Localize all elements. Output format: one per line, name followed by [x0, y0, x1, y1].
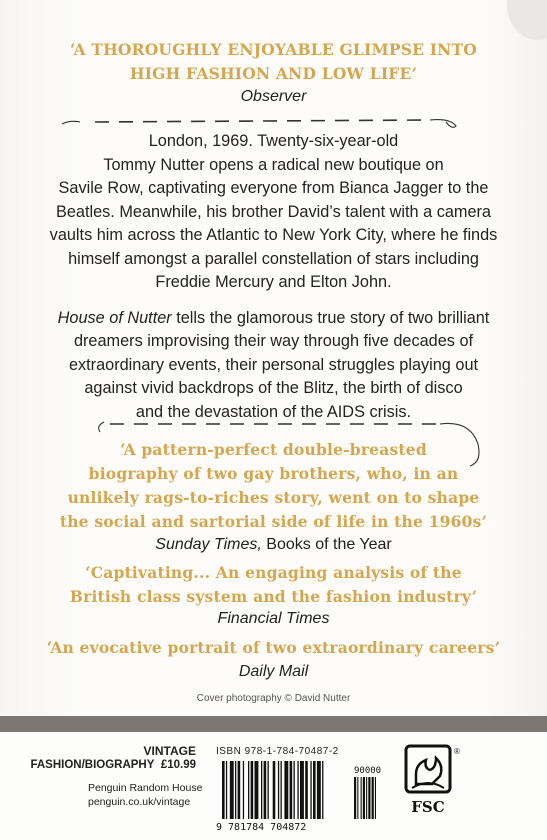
review-quote-2 [0, 561, 547, 609]
top-quote-line1: ‘A THOROUGHLY ENJOYABLE GLIMPSE INTO [70, 40, 477, 59]
imprint: VINTAGE [143, 744, 196, 758]
review-quote-3 [0, 636, 547, 660]
barcode [214, 746, 382, 833]
source-detail: Books of the Year [261, 536, 392, 553]
barcode-panel [0, 732, 547, 840]
blurb-p1-line: Tommy Nutter opens a radical new boutique on [103, 155, 444, 174]
blurb-p1-line: vaults him across the Atlantic to New York City, where he finds [49, 226, 498, 244]
quote-line: the social and sartorial side of life in the 1960s’ [59, 512, 488, 531]
publisher-url: penguin.co.uk/vintage [88, 796, 191, 808]
category-price [0, 759, 196, 771]
blurb-p2-line: dreamers improvising their way through five decades of [73, 332, 474, 350]
blurb-p2-line: and the devastation of the AIDS crisis. [135, 402, 412, 421]
blurb-p2-line: against vivid backdrops of the Blitz, the birth of disco [84, 379, 463, 397]
fsc-registered: ® [454, 747, 460, 756]
divider-band [0, 716, 547, 732]
barcode-addon: 90000 [354, 766, 382, 776]
category: FASHION/BIOGRAPHY [30, 759, 155, 771]
blurb-paragraph-1 [0, 130, 547, 295]
tree-icon [416, 758, 441, 784]
quote-line: ‘Captivating... An engaging analysis of the [85, 563, 462, 582]
top-quote-source: Observer [240, 88, 307, 105]
price: £10.99 [160, 759, 196, 771]
blurb-p1-line: Savile Row, captivating everyone from Bianca Jagger to the [58, 179, 489, 197]
blurb-p1-line: London, 1969. Twenty-six-year-old [148, 132, 399, 150]
blurb-p2-line: extraordinary events, their personal struggles playing out [68, 355, 479, 374]
photo-credit: Cover photography © David Nutter [196, 693, 351, 704]
review-quote-3-source: Daily Mail [238, 663, 309, 680]
blurb-p1-line: Freddie Mercury and Elton John. [155, 273, 392, 291]
source-publication: Sunday Times, [155, 536, 262, 553]
publisher-house: Penguin Random House [88, 782, 203, 794]
blurb-p1-line: himself amongst a parallel constellation of stars including [68, 249, 479, 268]
fsc-label: FSC [411, 798, 445, 816]
quote-line: British class system and the fashion industry’ [69, 587, 478, 606]
barcode-bars [214, 759, 382, 833]
top-quote [0, 38, 547, 86]
review-quote-1-source [0, 534, 547, 556]
top-quote-line2: HIGH FASHION AND LOW LIFE’ [129, 64, 418, 83]
quote-line: ‘A pattern-perfect double-breasted [120, 440, 427, 459]
review-quote-2-source: Financial Times [217, 610, 330, 627]
barcode-digits: 9 781784 704872 [216, 822, 307, 833]
book-title: House of Nutter [57, 308, 172, 327]
isbn-label: ISBN 978-1-784-70487-2 [216, 746, 339, 757]
quote-line: unlikely rags-to-riches story, went on to shape [67, 488, 480, 507]
review-quote-1 [0, 438, 547, 534]
fsc-logo [402, 744, 462, 824]
quote-line: ‘An evocative portrait of two extraordinary careers’ [46, 638, 501, 657]
quote-line: biography of two gay brothers, who, in an [88, 464, 459, 483]
blurb [0, 130, 547, 424]
blurb-p2-line: tells the glamorous true story of two brilliant [171, 308, 490, 327]
blurb-p1-line: Beatles. Meanwhile, his brother David’s talent with a camera [56, 202, 491, 221]
